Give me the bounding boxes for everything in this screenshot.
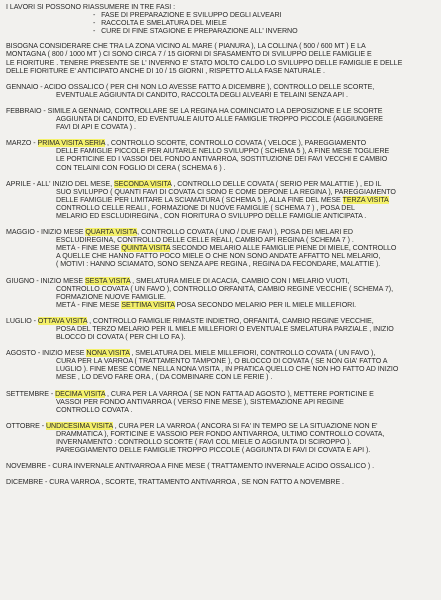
visit-highlight: PRIMA VISITA SERIA [37, 139, 106, 148]
text-line [6, 301, 435, 309]
text-segment: LE PORTICINE ED I VASSOI DEL FONDO ANTIVARROA, SOSTITUZIONE DEI FAVI VECCHI E CAMBIO [56, 155, 388, 164]
text-line [6, 212, 435, 220]
text-segment: GIUGNO - INIZIO MESE [6, 276, 85, 285]
text-line: DELLE FIORITURE E' ANTICIPATO ANCHE DI 10 / 15 GIORNI , RISPETTO ALLA FASE NATURALE . [6, 66, 325, 75]
text-segment: ( MOTIVI : HANNO SCIAMATO, SONO SENZA APE REGINA , REGINA DA FECONDARE, MALATTIE ). [56, 260, 381, 269]
text-line [6, 180, 435, 188]
text-line [6, 293, 435, 301]
text-line [6, 333, 435, 341]
text-line [6, 325, 435, 333]
text-segment: FORMAZIONE NUOVE FAMIGLIE. [56, 292, 166, 301]
text-segment: BLOCCO DI COVATA ( PER CHI LO FA ). [56, 333, 186, 342]
text-line [6, 406, 435, 414]
month-entry [6, 317, 435, 341]
text-segment: APRILE - ALL' INIZIO DEL MESE, [6, 179, 114, 188]
text-segment: AGOSTO - INIZIO MESE [6, 349, 87, 358]
text-line [6, 188, 435, 196]
visit-highlight: UNDICESIMA VISITA [45, 421, 113, 430]
text-line [6, 438, 435, 446]
text-segment: , CONTROLLO DELLE COVATA ( SERIO PER MALATTIE ) , ED IL [171, 179, 382, 188]
text-line [6, 123, 435, 131]
text-segment: A QUELLE CHE HANNO FATTO POCO MIELE O CHE NON SONO ANDATE AFFATTO NEL MELARIO, [56, 252, 381, 261]
text-line [6, 357, 435, 365]
text-line: BISOGNA CONSIDERARE CHE TRA LA ZONA VICINO AL MARE ( PIANURA ), LA COLLINA ( 500 / 600 MT ) E LA [6, 42, 366, 51]
text-line [6, 196, 435, 204]
text-line [6, 252, 435, 260]
text-segment: EVENTUALE AGGIUNTA DI CANDITO, RACCOLTA DEGLI ALVEARI E TELAINI SENZA API . [56, 90, 348, 99]
text-segment: CONTROLLO CELLE REALI , FORMAZIONE DI NUOVE FAMIGLIE ( SCHEMA 7 ) , POSA DEL [56, 203, 355, 212]
text-segment: PAREGGIAMENTO DELLE FAMIGLIE TROPPO PICCOLE ( AGGIUNTA DI FAVI DI COVATA E API ). [56, 446, 371, 455]
visit-highlight: SETTIMA VISITA [121, 300, 175, 309]
text-line [6, 422, 435, 430]
phase-item: - RACCOLTA E SMELATURA DEL MIELE [93, 19, 435, 27]
text-segment: INVERNAMENTO : CONTROLLO SCORTE ( FAVI COL MIELE O AGGIUNTA DI SCIROPPO ). [56, 438, 352, 447]
text-segment: GENNAIO - ACIDO OSSALICO ( PER CHI NON LO AVESSE FATTO A DICEMBRE ), CONTROLLO DELLE SCORTE, [6, 82, 375, 91]
text-segment: CON TELAINI CON FOGLIO DI CERA ( SCHEMA 6 ) . [56, 163, 226, 172]
text-line [6, 139, 435, 147]
phase-item: - FASE DI PREPARAZIONE E SVILUPPO DEGLI ALVEARI [93, 11, 435, 19]
month-entry [6, 349, 435, 381]
text-line [6, 155, 435, 163]
text-line [6, 317, 435, 325]
text-segment: CURA PER LA VARROA ( TRATTAMENTO TAMPONE ), O BLOCCO DI COVATA ( SE NON GIA' FATTO A [56, 357, 388, 366]
text-line: MONTAGNA ( 800 / 1000 MT ) CI SONO CIRCA 7 / 15 GIORNI DI SFASAMENTO DI SVILUPPO DELLE FAMIGLIE E [6, 50, 372, 59]
text-segment: CONTROLLO COVATA ( UN FAVO ), CONTROLLO ORFANITÀ, CAMBIO REGINE VECCHIE ( SCHEMA 7), [56, 284, 394, 293]
text-segment: LUGLIO ). FINE MESE COME NELLA NONA VISITA , IN PRATICA QUELLO CHE NON HO FATTO AD INIZIO [56, 365, 399, 374]
text-segment: LUGLIO - [6, 316, 38, 325]
text-segment: METÀ - FINE MESE [56, 244, 122, 253]
text-line [6, 365, 435, 373]
month-entry [6, 390, 435, 414]
month-entry [6, 107, 435, 131]
visit-highlight: OTTAVA VISITA [37, 316, 88, 325]
text-segment: DICEMBRE - CURA VARROA , SCORTE, TRATTAMENTO ANTIVARROA , SE NON FATTO A NOVEMBRE . [6, 478, 344, 487]
month-entry [6, 277, 435, 309]
text-segment: , CONTROLLO COVATA ( UNO / DUE FAVI ), POSA DEI MELARI ED [137, 228, 353, 237]
text-segment: DELLE FAMIGLIE PER LIMITARE LA SCIAMATURA ( SCHEMA 5 ), ALLA FINE DEL MESE [56, 195, 343, 204]
text-line [6, 277, 435, 285]
monthly-schedule [6, 83, 435, 487]
text-line [6, 244, 435, 252]
text-line [6, 107, 435, 115]
visit-highlight: QUARTA VISITA [85, 228, 138, 237]
visit-highlight: SESTA VISITA [84, 276, 131, 285]
text-segment: MARZO - [6, 139, 38, 148]
phase-item: - CURE DI FINE STAGIONE E PREPARAZIONE ALL' INVERNO [93, 27, 435, 35]
text-segment: AGGIUNTA DI CANDITO, ED EVENTUALE AIUTO ALLE FAMIGLIE TROPPO PICCOLE (AGGIUNGERE [56, 115, 383, 124]
intro-title: I LAVORI SI POSSONO RIASSUMERE IN TRE FASI : [6, 3, 176, 11]
text-segment: FEBBRAIO - SIMILE A GENNAIO, CONTROLLARE SE LA REGINA HA COMINCIATO LA DEPOSIZIONE E LE SCORTE [6, 106, 383, 115]
phase-list [93, 11, 435, 35]
text-segment: POSA DEL TERZO MELARIO PER IL MIELE MILLEFIORI O EVENTUALE SMELATURA PARZIALE , INIZIO [56, 325, 394, 333]
text-segment: SECONDO MELARIO ALLE FAMIGLIE PIENE DI MIELE, CONTROLLO [170, 244, 397, 253]
text-line [6, 164, 435, 172]
text-line: LE FIORITURE . TENERE PRESENTE SE L' INVERNO E' STATO MOLTO CALDO LO SVILUPPO DELLE FAMIGLIE E DELLE [6, 58, 403, 67]
visit-highlight: TERZA VISITA [342, 195, 389, 204]
month-entry [6, 478, 435, 486]
text-segment: METÀ - FINE MESE [56, 300, 122, 309]
month-entry [6, 139, 435, 171]
month-entry [6, 228, 435, 268]
text-segment: POSA SECONDO MELARIO PER IL MIELE MILLEFIORI. [174, 300, 357, 309]
text-segment: DELLE FAMIGLIE PICCOLE PER AIUTARLE NELLO SVILUPPO ( SCHEMA 5 ), A FINE MESE TOGLIERE [56, 147, 390, 156]
text-line [6, 204, 435, 212]
text-line [6, 83, 435, 91]
month-entry [6, 422, 435, 454]
text-segment: , CONTROLLO SCORTE, CONTROLLO COVATA ( VELOCE ), PAREGGIAMENTO [105, 139, 367, 148]
month-entry [6, 180, 435, 220]
text-line [6, 285, 435, 293]
text-line [6, 236, 435, 244]
text-line [6, 349, 435, 357]
text-segment: MESE , LO DEVO FARE ORA , ( DA COMBINARE CON LE FERIE ) . [56, 373, 273, 382]
visit-highlight: NONA VISITA [86, 349, 130, 358]
text-segment: MELARIO ED ESCLUDIREGINA , CON FIORITURA O SVILUPPO DELLE FAMIGLIE ANTICIPATA . [56, 211, 367, 220]
visit-highlight: QUINTA VISITA [121, 244, 171, 253]
text-segment: , CONTROLLO FAMIGLIE RIMASTE INDIETRO, ORFANITÀ, CAMBIO REGINE VECCHIE, [87, 316, 374, 325]
text-line [6, 398, 435, 406]
text-line [6, 115, 435, 123]
text-line [6, 228, 435, 236]
month-entry [6, 83, 435, 99]
text-segment: VASSOI PER FONDO ANTIVARROA ( VERSO FINE MESE ), SISTEMAZIONE API REGINE [56, 397, 344, 406]
text-segment: NOVEMBRE - CURA INVERNALE ANTIVARROA A FINE MESE ( TRATTAMENTO INVERNALE ACIDO OSSALICO ) . [6, 462, 375, 471]
text-segment: FAVI DI API E COVATA ) . [56, 123, 136, 132]
text-line [6, 373, 435, 381]
text-line [6, 430, 435, 438]
text-line [6, 446, 435, 454]
text-segment: , CURA PER LA VARROA ( ANCORA SI FA' IN TEMPO SE LA SITUAZIONE NON E' [112, 421, 378, 430]
text-segment: ESCLUDIREGINA, CONTROLLO DELLE CELLE REALI, CAMBIO API REGINA ( SCHEMA 7 ) . [56, 236, 354, 245]
text-line [6, 91, 435, 99]
text-segment: SUO SVILUPPO ( QUANTI FAVI DI COVATA CI SONO E COME DEPONE LA REGINA ), PAREGGIAMENTO [56, 187, 396, 196]
month-entry [6, 462, 435, 470]
text-line [6, 390, 435, 398]
text-segment: MAGGIO - INIZIO MESE [6, 228, 86, 237]
text-segment: DRAMMATICA ), FORTICINE E VASSOIO PER FONDO ANTIVARROA, ULTIMO CONTROLLO COVATA, [56, 429, 385, 438]
text-line [6, 147, 435, 155]
considerations-paragraph [6, 42, 435, 74]
text-line [6, 478, 435, 486]
text-segment: , SMELATURA MIELE DI ACACIA, CAMBIO CON I MELARIO VUOTI, [130, 276, 350, 285]
text-segment: SETTEMBRE - [6, 389, 56, 398]
text-segment: , SMELATURA DEL MIELE MILLEFIORI, CONTROLLO COVATA ( UN FAVO ), [129, 349, 376, 358]
text-segment: OTTOBRE - [6, 421, 46, 430]
text-segment: , CURA PER LA VARROA ( SE NON FATTA AD AGOSTO ), METTERE PORTICINE E [105, 389, 374, 398]
text-line [6, 260, 435, 268]
visit-highlight: DECIMA VISITA [55, 389, 106, 398]
text-segment: CONTROLLO COVATA . [56, 405, 133, 414]
visit-highlight: SECONDA VISITA [113, 179, 172, 188]
text-line [6, 462, 435, 470]
